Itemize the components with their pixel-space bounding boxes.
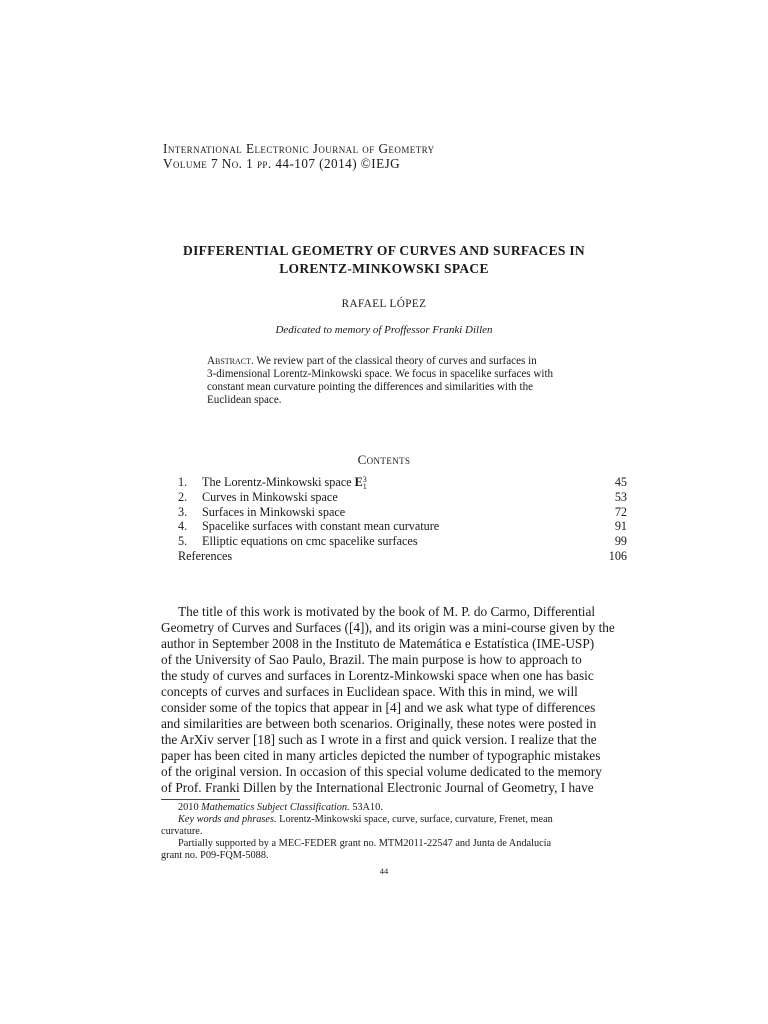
body-line: paper has been cited in many articles depicted the number of typographic mistakes [161, 748, 601, 763]
body-line: consider some of the topics that appear in [4] and we ask what type of differences [161, 700, 596, 715]
toc-number: 2. [178, 490, 188, 504]
footnote-grant: Partially supported by a MEC-FEDER grant no. MTM2011-22547 and Junta de Andalucía [178, 838, 552, 849]
symbol-superscript: 3 [362, 475, 367, 485]
abstract-line-1 [207, 355, 537, 367]
footnote-keywords-cont: curvature. [161, 826, 203, 837]
toc-page: 45 [614, 475, 627, 489]
body-line: author in September 2008 in the Instituto de Matemática e Estatística (IME-USP) [161, 636, 595, 651]
footnote-msc: 2010 Mathematics Subject Classification. 53A10. [178, 802, 383, 813]
author: RAFAEL LÓPEZ [341, 298, 427, 310]
page-number: 44 [379, 866, 389, 876]
abstract-line-2: 3-dimensional Lorentz-Minkowski space. We focus in spacelike surfaces with [207, 368, 554, 380]
body-line: Geometry of Curves and Surfaces ([4]), and its origin was a mini-course given by the [161, 620, 615, 635]
toc-item [178, 519, 627, 534]
body-line: concepts of curves and surfaces in Euclidean space. With this in mind, we will [161, 684, 578, 699]
contents-heading: Contents [357, 452, 411, 467]
toc-number: 1. [178, 475, 188, 489]
toc-item [178, 475, 627, 490]
body-line: the study of curves and surfaces in Lorentz-Minkowski space when one has basic [161, 668, 594, 683]
body-line: of Prof. Franki Dillen by the International Electronic Journal of Geometry, I have [161, 780, 594, 795]
toc-title: Surfaces in Minkowski space [202, 505, 346, 519]
toc-item [178, 490, 627, 505]
paper-title-line-2: LORENTZ-MINKOWSKI SPACE [279, 261, 489, 276]
journal-name: International Electronic Journal of Geometry [163, 141, 435, 156]
toc-page: 53 [614, 490, 627, 504]
toc-page: 99 [614, 534, 627, 548]
toc-number: 3. [178, 505, 188, 519]
toc-title: Spacelike surfaces with constant mean curvature [202, 519, 440, 533]
paper-title-line-1: DIFFERENTIAL GEOMETRY OF CURVES AND SURFACES IN [183, 243, 585, 258]
toc-title: Curves in Minkowski space [202, 490, 338, 504]
body-line: of the University of Sao Paulo, Brazil. The main purpose is how to approach to [161, 652, 582, 667]
journal-volume: Volume 7 No. 1 pp. 44-107 (2014) ©IEJG [163, 156, 401, 171]
toc-page: 72 [614, 505, 627, 519]
symbol-subscript: 1 [362, 482, 367, 492]
abstract-label: Abstract. [207, 355, 254, 367]
toc-page: 106 [608, 549, 627, 563]
body-line: of the original version. In occasion of this special volume dedicated to the memory [161, 764, 602, 779]
minkowski-space-symbol: E [354, 475, 363, 489]
toc-number: 5. [178, 534, 188, 548]
toc-item [178, 549, 627, 564]
dedication: Dedicated to memory of Proffessor Franki Dillen [275, 324, 493, 336]
toc-number: 4. [178, 519, 188, 533]
toc-title: The Lorentz-Minkowski space E 3 1 [202, 475, 367, 492]
footnote-rule [161, 799, 240, 800]
abstract-line-4: Euclidean space. [207, 394, 282, 406]
toc-title: Elliptic equations on cmc spacelike surfaces [202, 534, 418, 548]
body-line: the ArXiv server [18] such as I wrote in a first and quick version. I realize that the [161, 732, 597, 747]
footnote-keywords: Key words and phrases. Lorentz-Minkowski space, curve, surface, curvature, Frenet, mean [178, 814, 553, 825]
footnote-grant-cont: grant no. P09-FQM-5088. [161, 850, 269, 861]
toc-page: 91 [614, 519, 627, 533]
abstract-line-3: constant mean curvature pointing the differences and similarities with the [207, 381, 534, 393]
toc-title: References [178, 549, 233, 563]
body-line: and similarities are between both scenarios. Originally, these notes were posted in [161, 716, 597, 731]
body-line: The title of this work is motivated by the book of M. P. do Carmo, Differential [178, 604, 596, 619]
toc-item [178, 534, 627, 549]
toc-item [178, 505, 627, 520]
abstract-text: We review part of the classical theory of curves and surfaces in [256, 355, 537, 367]
